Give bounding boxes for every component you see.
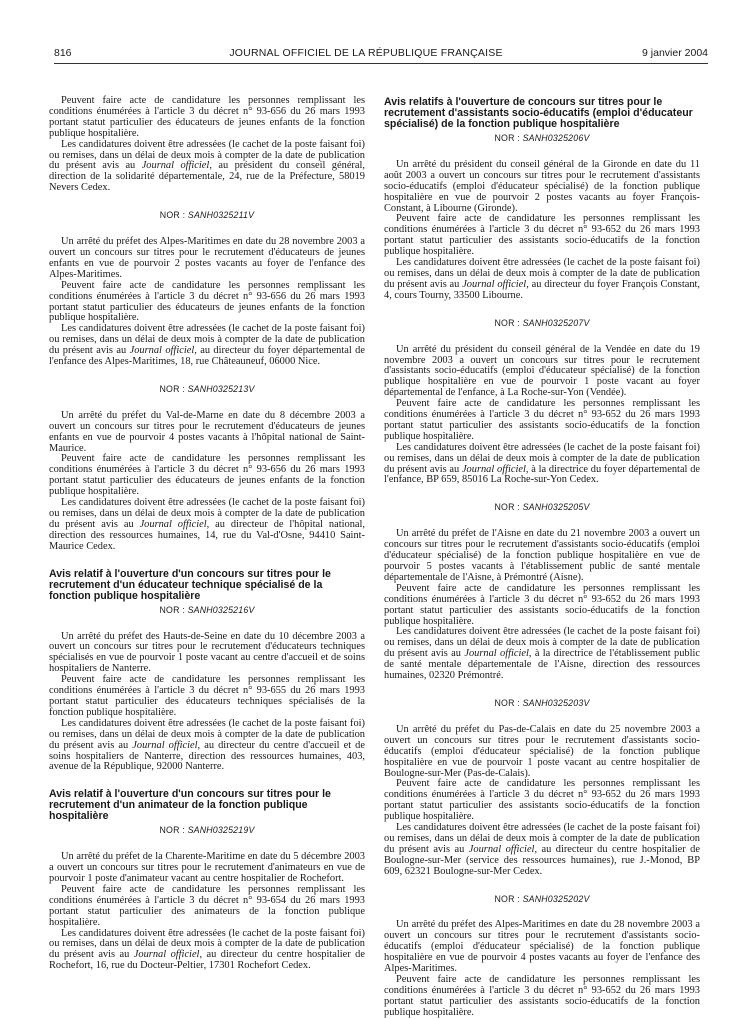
journal-officiel-mention: Journal officiel <box>461 463 526 475</box>
notice-pas-de-calais <box>384 698 700 878</box>
nor-code: SANH0325206V <box>522 133 590 143</box>
page-number: 816 <box>54 47 72 59</box>
paragraph: Les candidatures doivent être adressées (le cachet de la poste faisant foi) ou remises, dans un délai de deux mois à compter de la date de publication du présent avis au Journal officiel, à la directrice du foyer départemental de l'enfance, BP 659, 85016 La Roche-sur-Yon Cedex. <box>384 441 700 486</box>
nor-reference <box>384 698 700 709</box>
notice-alpes-maritimes-educateurs <box>49 210 365 368</box>
nor-label: NOR : <box>159 604 185 615</box>
notice-alpes-maritimes-assistants <box>384 894 700 1019</box>
paragraph: Peuvent faire acte de candidature les personnes remplissant les conditions énumérées à l'article 3 du décret n° 93-652 du 26 mars 1993 portant statut particulier des assistants socio-éducatifs de la fonction publique hospitalière. <box>384 974 700 1018</box>
paragraph: Un arrêté du préfet des Hauts-de-Seine en date du 10 décembre 2003 a ouvert un concours sur titres pour le recrutement d'éducateurs techniques spécialisés en vue de pourvoir 1 poste vacant au centre d'accueil et de soins hospitaliers de Nanterre. <box>49 630 365 675</box>
notice-gironde <box>384 97 700 302</box>
paragraph: Les candidatures doivent être adressées (le cachet de la poste faisant foi) ou remises, dans un délai de deux mois à compter de la date de publication du présent avis au Journal officiel, au directeur du centre hospitalier de Boulogne-sur-Mer (service des ressources humaines), rue J.-Monod, BP 609, 62321 Boulogne-sur-Mer Cedex. <box>384 822 700 877</box>
nor-reference <box>384 318 700 329</box>
paragraph: Un arrêté du préfet du Pas-de-Calais en date du 25 novembre 2003 a ouvert un concours sur titres pour le recrutement d'assistants socio-éducatifs (emploi d'éducateur spécialisé) de la fonction publique hospitalière en vue de pourvoir 1 poste vacant au centre hospitalier de Boulogne-sur-Mer (Pas-de-Calais). <box>384 723 700 779</box>
journal-officiel-mention: Journal officiel <box>468 843 535 855</box>
nor-reference <box>49 605 365 616</box>
paragraph: Peuvent faire acte de candidature les personnes remplissant les conditions énumérées à l'article 3 du décret n° 93-652 du 26 mars 1993 portant statut particulier des assistants socio-éducatifs de la fonction publique hospitalière. <box>384 778 700 823</box>
journal-officiel-mention: Journal officiel <box>462 278 527 290</box>
paragraph: Les candidatures doivent être adressées (le cachet de la poste faisant foi) ou remises, dans un délai de deux mois à compter de la date de publication du présent avis au Journal officiel, au président du conseil général, direction de la solidarité départementale, 24, rue de la Préfecture, 58019 Nevers Cedex. <box>49 138 365 194</box>
paragraph: Un arrêté du président du conseil général de la Vendée en date du 19 novembre 2003 a ouvert un concours sur titres pour le recrutement d'assistants socio-éducatifs (emploi d'éducateur spécialisé) de la fonction publique hospitalière en vue de pourvoir 1 poste vacant au foyer départemental de l'enfance, à La Roche-sur-Yon (Vendée). <box>384 343 700 399</box>
nor-code: SANH0325207V <box>522 317 590 328</box>
notice-aisne <box>384 502 700 682</box>
issue-date: 9 janvier 2004 <box>642 47 708 59</box>
journal-officiel-mention: Journal officiel <box>139 518 207 530</box>
nor-reference <box>49 384 365 395</box>
nor-code: SANH0325213V <box>187 383 255 394</box>
nor-reference <box>384 894 700 905</box>
nor-label: NOR : <box>159 383 185 394</box>
paragraph: Peuvent faire acte de candidature les personnes remplissant les conditions énumérées à l'article 3 du décret n° 93-656 du 26 mars 1993 portant statut particulier des éducateurs de jeunes enfants de la fonction publique hospitalière. <box>49 453 365 498</box>
paragraph: Peuvent faire acte de candidature les personnes remplissant les conditions énumérées à l'article 3 du décret n° 93-656 du 26 mars 1993 portant statut particulier des éducateurs de jeunes enfants de la fonction publique hospitalière. <box>49 279 365 324</box>
section-heading: Avis relatif à l'ouverture d'un concours sur titres pour le recrutement d'un animateur de la fonction publique hospitalière <box>49 788 331 823</box>
paragraph: Peuvent faire acte de candidature les personnes remplissant les conditions énumérées à l'article 3 du décret n° 93-654 du 26 mars 1993 portant statut particulier des animateurs de la fonction publique hospitalière. <box>49 883 365 928</box>
notice-val-de-marne <box>49 384 365 553</box>
nor-code: SANH0325202V <box>522 893 590 904</box>
notice-nevers <box>49 96 365 194</box>
left-column <box>49 96 365 972</box>
section-heading: Avis relatifs à l'ouverture de concours sur titres pour le recrutement d'assistants socio-éducatifs (emploi d'éducateur spécialisé) de la fonction publique hospitalière <box>384 96 693 130</box>
notice-vendee <box>384 318 700 487</box>
notice-educateur-technique <box>49 569 365 774</box>
paragraph: Un arrêté du préfet des Alpes-Maritimes en date du 28 novembre 2003 a ouvert un concours sur titres pour le recrutement d'assistants socio-éducatifs (emploi d'éducateur spécialisé) de la fonction publique hospitalière en vue de pourvoir 4 postes vacants au foyer de l'enfance des Alpes-Maritimes. <box>384 919 700 975</box>
paragraph: Un arrêté du préfet de la Charente-Maritime en date du 5 décembre 2003 a ouvert un concours sur titres pour le recrutement d'animateurs en vue de pourvoir 1 poste d'animateur vacant au centre hospitalier de Rochefort. <box>49 851 365 885</box>
paragraph: Un arrêté du président du conseil général de la Gironde en date du 11 août 2003 a ouvert un concours sur titres pour le recrutement d'assistants socio-éducatifs (emploi d'éducateur spécialisé) de la fonction publique hospitalière en vue de pourvoir 2 postes vacants au foyer François-Constant, à Libourne (Gironde). <box>384 158 700 214</box>
paragraph: Les candidatures doivent être adressées (le cachet de la poste faisant foi) ou remises, dans un délai de deux mois à compter de la date de publication du présent avis au Journal officiel, au directeur du centre hospitalier de Rochefort, 16, rue du Docteur-Peltier, 17301 Rochefort Cedex. <box>49 927 365 972</box>
journal-officiel-mention: Journal officiel <box>133 949 200 961</box>
nor-label: NOR : <box>159 825 185 836</box>
section-heading: Avis relatif à l'ouverture d'un concours sur titres pour le recrutement d'un éducateur technique spécialisé de la fonction publique hospitalière <box>49 567 331 602</box>
nor-label: NOR : <box>494 133 520 143</box>
notice-animateur <box>49 789 365 972</box>
nor-code: SANH0325211V <box>187 210 255 221</box>
paragraph: Peuvent faire acte de candidature les personnes remplissant les conditions énumérées à l'article 3 du décret n° 93-656 du 26 mars 1993 portant statut particulier des éducateurs de jeunes enfants de la fonction publique hospitalière. <box>49 95 365 139</box>
nor-label: NOR : <box>494 502 520 513</box>
journal-title: JOURNAL OFFICIEL DE LA RÉPUBLIQUE FRANÇAISE <box>229 47 503 59</box>
nor-code: SANH0325205V <box>522 502 590 513</box>
header-rule <box>54 63 708 64</box>
paragraph: Peuvent faire acte de candidature les personnes remplissant les conditions énumérées à l'article 3 du décret n° 93-652 du 26 mars 1993 portant statut particulier des assistants socio-éducatifs de la fonction publique hospitalière. <box>384 398 700 442</box>
journal-officiel-mention: Journal officiel <box>141 160 210 172</box>
page-header <box>24 47 708 63</box>
nor-reference <box>384 133 700 144</box>
paragraph: Un arrêté du préfet des Alpes-Maritimes en date du 28 novembre 2003 a ouvert un concours sur titres pour le recrutement d'éducateurs de jeunes enfants en vue de pourvoir 2 postes vacants au foyer de l'enfance des Alpes-Maritimes. <box>49 236 365 280</box>
paragraph: Les candidatures doivent être adressées (le cachet de la poste faisant foi) ou remises, dans un délai de deux mois à compter de la date de publication du présent avis au Journal officiel, à la directrice de l'établissement public de santé mentale départementale de l'Aisne, direction des ressources humaines, 02320 Prémontré. <box>384 626 700 682</box>
paragraph: Peuvent faire acte de candidature les personnes remplissant les conditions énumérées à l'article 3 du décret n° 93-652 du 26 mars 1993 portant statut particulier des assistants socio-éducatifs de la fonction publique hospitalière. <box>384 213 700 258</box>
nor-label: NOR : <box>494 893 520 904</box>
nor-code: SANH0325219V <box>187 825 255 836</box>
nor-code: SANH0325203V <box>522 697 590 708</box>
nor-reference <box>49 210 365 221</box>
paragraph: Les candidatures doivent être adressées (le cachet de la poste faisant foi) ou remises, dans un délai de deux mois à compter de la date de publication du présent avis au Journal officiel, au directeur du foyer départemental de l'enfance des Alpes-Maritimes, 18, rue Châteauneuf, 06000 Nice. <box>49 323 365 368</box>
nor-label: NOR : <box>494 317 520 328</box>
nor-code: SANH0325216V <box>187 604 255 615</box>
nor-label: NOR : <box>159 210 186 221</box>
journal-officiel-mention: Journal officiel <box>129 345 195 357</box>
paragraph: Les candidatures doivent être adressées (le cachet de la poste faisant foi) ou remises, dans un délai de deux mois à compter de la date de publication du présent avis au Journal officiel, au directeur de l'hôpital national, direction des ressources humaines, 14, rue du Val-d'Osne, 94410 Saint-Maurice Cedex. <box>49 497 365 552</box>
nor-reference <box>49 825 365 836</box>
paragraph: Peuvent faire acte de candidature les personnes remplissant les conditions énumérées à l'article 3 du décret n° 93-655 du 26 mars 1993 portant statut particulier des éducateurs techniques spécialisés de la fonction publique hospitalière. <box>49 674 365 718</box>
nor-reference <box>384 502 700 513</box>
journal-officiel-mention: Journal officiel <box>464 648 529 660</box>
paragraph: Un arrêté du préfet de l'Aisne en date du 21 novembre 2003 a ouvert un concours sur titres pour le recrutement d'assistants socio-éducatifs (emploi d'éducateur spécialisé) de la fonction publique hospitalière en vue de pourvoir 5 postes vacants à l'établissement public de santé mentale départementale de l'Aisne, à Prémontré (Aisne). <box>384 528 700 583</box>
journal-officiel-mention: Journal officiel <box>132 739 198 751</box>
paragraph: Peuvent faire acte de candidature les personnes remplissant les conditions énumérées à l'article 3 du décret n° 93-652 du 26 mars 1993 portant statut particulier des assistants socio-éducatifs de la fonction publique hospitalière. <box>384 582 700 627</box>
paragraph: Un arrêté du préfet du Val-de-Marne en date du 8 décembre 2003 a ouvert un concours sur titres pour le recrutement d'éducateurs de jeunes enfants en vue de pourvoir 4 postes vacants à l'hôpital national de Saint-Maurice. <box>49 409 365 454</box>
paragraph: Les candidatures doivent être adressées (le cachet de la poste faisant foi) ou remises, dans un délai de deux mois à compter de la date de publication du présent avis au Journal officiel, au directeur du foyer François Constant, 4, cours Tourny, 33500 Libourne. <box>384 257 701 301</box>
right-column <box>384 97 700 1019</box>
paragraph: Les candidatures doivent être adressées (le cachet de la poste faisant foi) ou remises, dans un délai de deux mois à compter de la date de publication du présent avis au Journal officiel, au directeur du centre d'accueil et de soins hospitaliers de Nanterre, direction des ressources humaines, 403, avenue de la République, 92000 Nanterre. <box>49 717 365 773</box>
nor-label: NOR : <box>494 697 520 708</box>
